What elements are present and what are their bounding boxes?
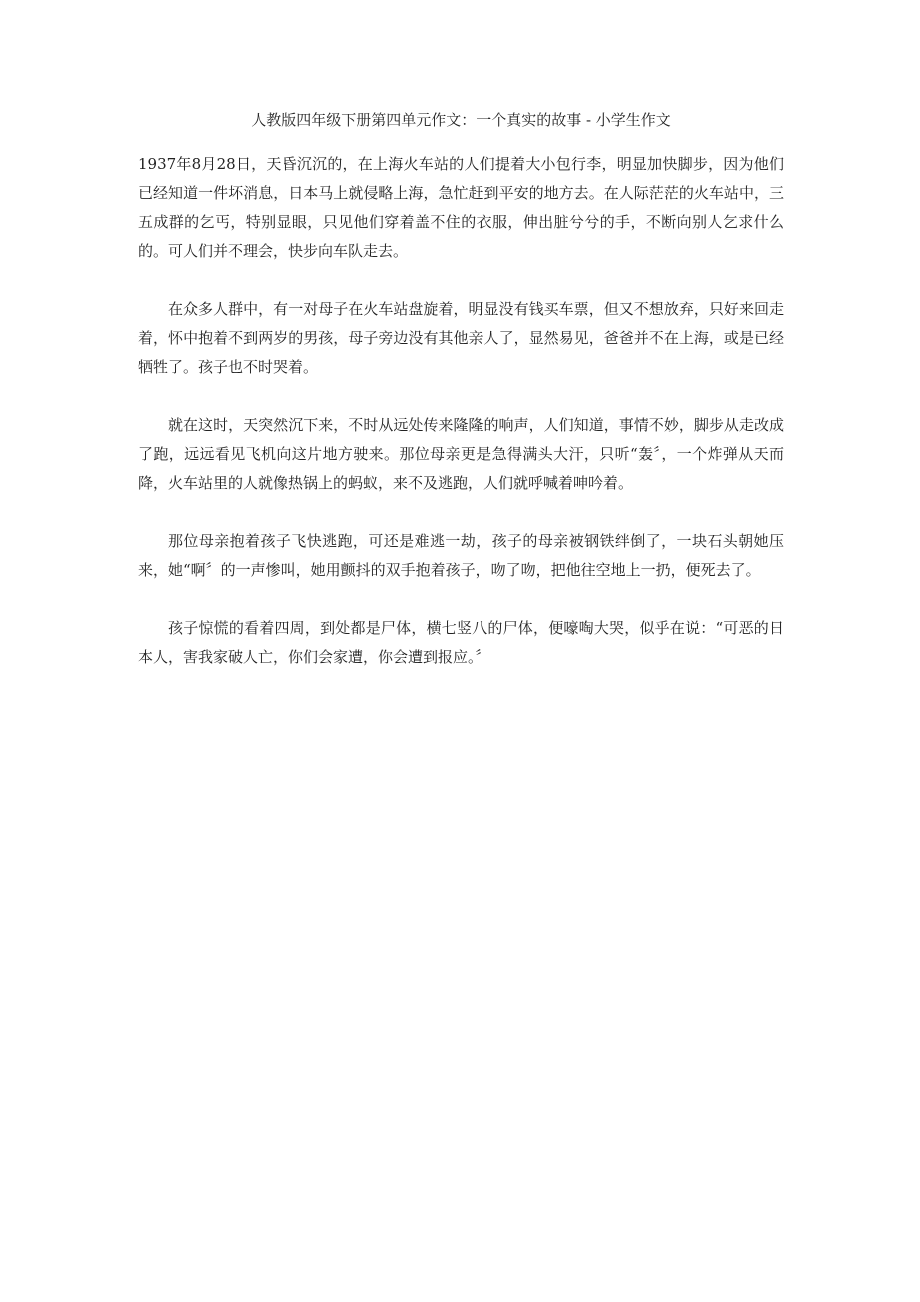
paragraph-5: 孩子惊慌的看着四周，到处都是尸体，横七竖八的尸体，便嚎啕大哭，似乎在说：“可恶的日本人，害我家破人亡，你们会家遭，你会遭到报应。〞 xyxy=(138,619,784,666)
paragraph-2: 在众多人群中，有一对母子在火车站盘旋着，明显没有钱买车票，但又不想放弃，只好来回走着，怀中抱着不到两岁的男孩，母子旁边没有其他亲人了，显然易见，爸爸并不在上海，或是已经牺牲了。孩子也不时哭着。 xyxy=(138,300,784,376)
paragraph-3: 就在这时，天突然沉下来，不时从远处传来隆隆的响声，人们知道，事情不妙，脚步从走改成了跑，远远看见飞机向这片地方驶来。那位母亲更是急得满头大汗，只听“轰〞，一个炸弹从天而降，火车站里的人就像热锅上的蚂蚁，来不及逃跑，人们就呼喊着呻吟着。 xyxy=(138,416,784,492)
paragraph-1: 1937年8月28日，天昏沉沉的，在上海火车站的人们提着大小包行李，明显加快脚步，因为他们已经知道一件坏消息，日本马上就侵略上海，急忙赶到平安的地方去。在人际茫茫的火车站中，三五成群的乞丐，特别显眼，只见他们穿着盖不住的衣服，伸出脏兮兮的手，不断向别人乞求什么的。可人们并不理会，快步向车队走去。 xyxy=(138,155,784,260)
paragraph-4: 那位母亲抱着孩子飞快逃跑，可还是难逃一劫，孩子的母亲被钢铁绊倒了，一块石头朝她压来，她“啊〞的一声惨叫，她用颤抖的双手抱着孩子，吻了吻，把他往空地上一扔，便死去了。 xyxy=(138,532,784,579)
document-title: 人教版四年级下册第四单元作文：一个真实的故事 - 小学生作文 xyxy=(251,111,671,129)
document-page xyxy=(138,108,784,701)
